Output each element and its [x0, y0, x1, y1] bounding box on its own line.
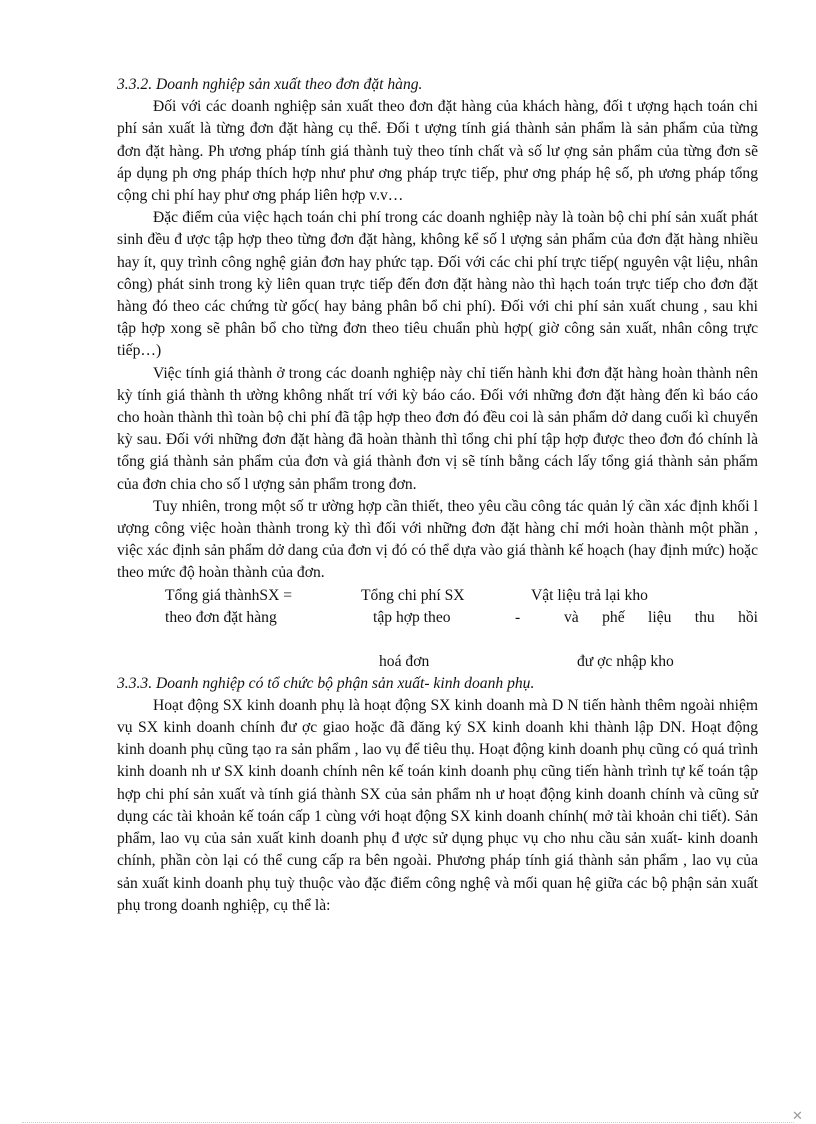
page-content	[117, 74, 758, 917]
formula-minus-sign: -	[515, 608, 521, 626]
cost-formula	[117, 585, 758, 673]
formula-mid-line3: hoá đơn	[379, 652, 430, 670]
formula-right-line2: và phế liệu thu hồi	[564, 608, 758, 626]
formula-left-line2: theo đơn đặt hàng	[165, 608, 277, 626]
paragraph: Việc tính giá thành ở trong các doanh nghiệp này chỉ tiến hành khi đơn đặt hàng hoàn thành nên kỳ tính giá thành th ường không nhất trí với kỳ báo cáo. Đối với những đơn đặt hàng đến kì báo cáo cho hoàn thành thì toàn bộ chi phí đã tập hợp theo đơn đó đều coi là sản phẩm dở dang cuối kì chuyển kỳ sau. Đối với những đơn đặt hàng đã hoàn thành thì tổng chi phí tập hợp được theo đơn đó chính là tổng giá thành sản phẩm của đơn và giá thành đơn vị sẽ tính bằng cách lấy tổng giá thành sản phẩm của đơn chia cho số l ượng sản phẩm trong đơn.	[117, 364, 758, 493]
formula-mid-line1: Tổng chi phí SX	[361, 586, 465, 604]
formula-right-line3: đư ợc nhập kho	[577, 652, 674, 670]
paragraph: Đối với các doanh nghiệp sản xuất theo đơn đặt hàng của khách hàng, đối t ượng hạch toán chi phí sản xuất là từng đơn đặt hàng cụ thể. Đối t ượng tính giá thành sản phẩm là sản phẩm của từng đơn đặt hàng. Ph ương pháp tính giá thành tuỳ theo tính chất và số lư ợng sản phẩm của từng đơn sẽ áp dụng ph ơng pháp thích hợp như phư ơng pháp trực tiếp, phư ơng pháp hệ số, ph ương pháp tổng cộng chi phí hay phư ơng pháp liên hợp v.v…	[117, 98, 758, 205]
formula-mid-line2: tập hợp theo	[373, 608, 451, 626]
page-corner-mark: ✕	[792, 1109, 803, 1124]
paragraph: Tuy nhiên, trong một số tr ường hợp cần thiết, theo yêu cầu công tác quản lý cần xác định khối l ượng công việc hoàn thành trong kỳ thì đối với những đơn đặt hàng chỉ mới hoàn thành một phần , việc xác định sản phẩm dở dang của đơn vị đó có thể dựa vào giá thành kế hoạch (hay định mức) hoặc theo mức độ hoàn thành của đơn.	[117, 497, 758, 582]
formula-left-line1: Tổng giá thànhSX =	[165, 586, 293, 604]
paragraph: Đặc điểm của việc hạch toán chi phí trong các doanh nghiệp này là toàn bộ chi phí sản xuất phát sinh đều đ ược tập hợp theo từng đơn đặt hàng, không kể số l ượng sản phẩm của đơn đặt hàng nhiều hay ít, quy trình công nghệ giản đơn hay phức tạp. Đối với các chi phí trực tiếp( nguyên vật liệu, nhân công) phát sinh trong kỳ liên quan trực tiếp đến đơn đặt hàng nào thì hạch toán trực tiếp cho đơn đặt hàng đó theo các chứng từ gốc( hay bảng phân bổ chi phí). Đối với chi phí sản xuất chung , sau khi tập hợp xong sẽ phân bổ cho từng đơn theo tiêu chuẩn phù hợp( giờ công sản xuất, nhân công trực tiếp…)	[117, 209, 758, 360]
section-heading-332: 3.3.2. Doanh nghiệp sản xuất theo đơn đặt hàng.	[117, 76, 423, 93]
paragraph: Hoạt động SX kinh doanh phụ là hoạt động SX kinh doanh mà D N tiến hành thêm ngoài nhiệm vụ SX kinh doanh chính đư ợc giao hoặc đã đăng ký SX kinh doanh khi thành lập DN. Hoạt động kinh doanh phụ cũng tạo ra sản phẩm , lao vụ để tiêu thụ. Hoạt động kinh doanh phụ cũng có quá trình kinh doanh nh ư SX kinh doanh chính nên kế toán kinh doanh phụ cũng tiến hành trình tự kế toán tập hợp chi phí sản xuất và tính giá thành SX của sản phẩm nh ư hoạt động kinh doanh chính và cũng sử dụng các tài khoản kế toán cấp 1 cùng với hoạt động SX kinh doanh chính( mở tài khoản chi tiết). Sản phẩm, lao vụ của sản xuất kinh doanh phụ đ ược sử dụng phục vụ cho nhu cầu sản xuất- kinh doanh chính, phần còn lại có thể cung cấp ra bên ngoài. Phương pháp tính giá thành sản phẩm , lao vụ của sản xuất kinh doanh phụ tuỳ thuộc vào đặc điểm công nghệ và mối quan hệ giữa các bộ phận sản xuất phụ trong doanh nghiệp, cụ thể là:	[117, 696, 758, 914]
formula-right-line1: Vật liệu trả lại kho	[531, 586, 648, 604]
section-heading-333: 3.3.3. Doanh nghiệp có tổ chức bộ phận sản xuất- kinh doanh phụ.	[117, 674, 535, 692]
